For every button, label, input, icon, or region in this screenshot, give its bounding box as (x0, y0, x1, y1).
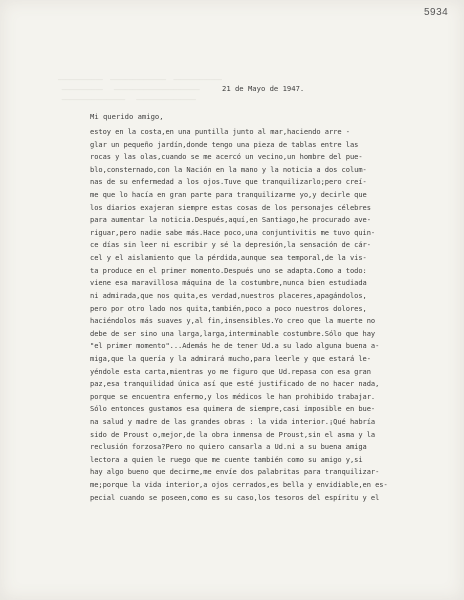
archive-number: 5934 (424, 7, 449, 18)
body-line: me que lo hacía en gran parte para tranquilizarme yo,y decirle que (90, 190, 367, 200)
body-line: miga,que la quería y la admirará mucho,para leerle y que estará le- (90, 353, 371, 363)
body-line: debe de ser sino una larga,larga,interminable costumbre.Sólo que hay (90, 328, 376, 338)
body-line: blo,consternado,con la Nación en la mano y la noticia a dos colum- (90, 164, 367, 174)
body-line: reclusión forzosa?Pero no quiero cansarla a Ud.ni a su buena amiga (90, 442, 367, 452)
letter-date: 21 de Mayo de 1947. (222, 84, 305, 93)
body-line: nas de su enfermedad a los ojos.Tuve que tranquilizarlo;pero creí- (90, 177, 367, 187)
body-line: yéndole esta carta,mientras yo me figuro que Ud.repasa con esa gran (90, 366, 371, 376)
body-line: cel y el aislamiento que la pérdida,aunque sea temporal,de la vis- (90, 253, 367, 263)
body-line: estoy en la costa,en una puntilla junto al mar,haciendo arre - (90, 127, 350, 136)
body-line: porque se encuentra enfermo,y los médicos le han prohibido trabajar. (90, 391, 376, 401)
body-line: ce días sin leer ni escribir y sé la depresión,la sensación de cár- (90, 240, 371, 250)
body-line: viene esa maravillosa máquina de la costumbre,nunca bien estudiada (90, 278, 367, 288)
body-line: na salud y madre de las grandes obras : la vida interior.¡Qué habría (90, 417, 376, 427)
letter-salutation: Mi querido amigo, (90, 112, 164, 121)
body-line: haciéndolos más suaves y,al fin,insensibles.Yo creo que la muerte no (90, 316, 376, 326)
body-line: pero por otro lado nos quita,también,poco a poco nuestros dolores, (90, 303, 367, 313)
bleed-through-text: ──────────── ─────────────── ───────────── ─────────── ─────────────────────── ───────────────── ──────────────── (58, 77, 222, 104)
letter-body (90, 126, 440, 504)
body-line: lectora a quien le ruego que me cuente también como su amigo y,si (90, 454, 363, 464)
body-line: los diarios exajeran siempre estas cosas de los personajes célebres (90, 202, 371, 212)
body-line: hay algo bueno que decirme,me envíe dos palabritas para tranquilizar- (90, 467, 380, 477)
body-line: rocas y las olas,cuando se me acercó un vecino,un hombre del pue- (90, 152, 363, 162)
body-line: para aumentar la noticia.Después,aquí,en Santiago,he procurado ave- (90, 215, 371, 225)
body-line: paz,esa tranquilidad única así que esté justificado de no hacer nada, (90, 379, 380, 389)
body-line: sido de Proust o,mejor,de la obra inmensa de Proust,sin el asma y la (90, 429, 376, 439)
body-line: ta produce en el primer momento.Después uno se adapta.Como a todo: (90, 265, 367, 275)
body-line: pecial cuando se poseen,como es su caso,los tesoros del espíritu y el (90, 492, 380, 502)
body-line: riguar,pero nadie sabe más.Hace poco,una conjuntivitis me tuvo quin- (90, 227, 376, 237)
body-line: "el primer momento"...Además he de tener Ud.a su lado alguna buena a- (90, 341, 380, 351)
body-line: ni admirada,que nos quita,es verdad,nuestros placeres,apagándolos, (90, 290, 367, 300)
body-line: glar un pequeño jardín,donde tengo una pieza de tablas entre las (90, 139, 359, 149)
body-line: Sólo entonces gustamos esa quimera de siempre,casi imposible en bue- (90, 404, 376, 414)
body-line: me;porque la vida interior,a ojos cerrados,es bella y envidiable,en es- (90, 480, 388, 490)
